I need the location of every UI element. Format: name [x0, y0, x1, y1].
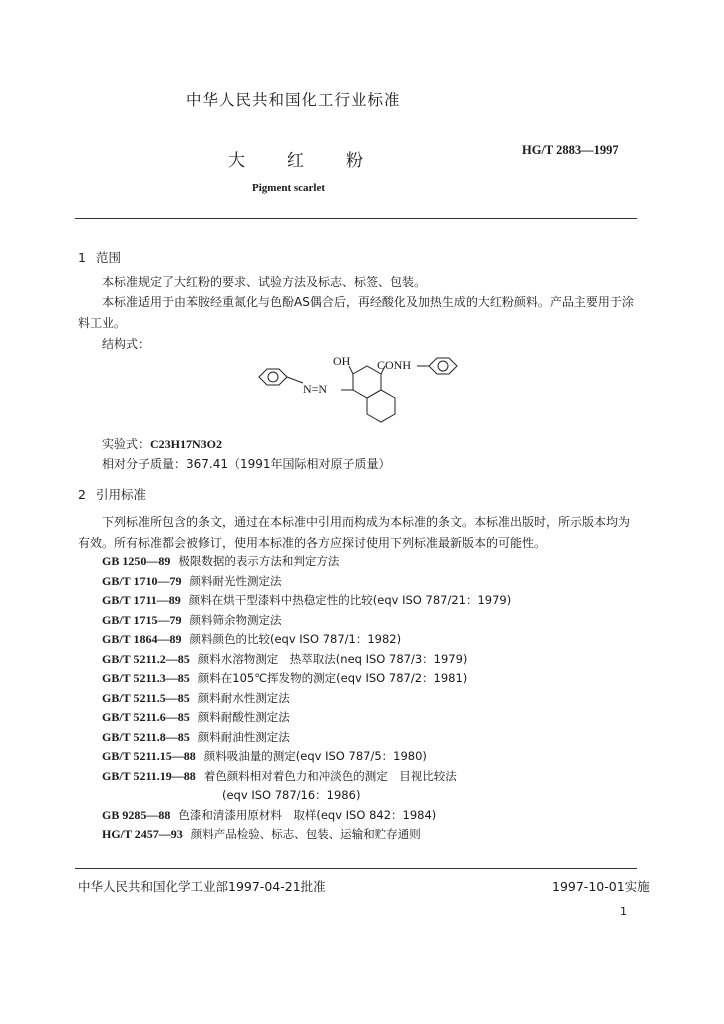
reference-item [102, 708, 511, 728]
reference-item [102, 767, 511, 787]
footer-rule [75, 868, 637, 869]
reference-title: 颜料筛余物测定法 [189, 612, 282, 627]
reference-title: 颜料产品检验、标志、包装、运输和贮存通则 [190, 827, 421, 841]
reference-item [102, 552, 511, 572]
phenyl-ring-right [429, 358, 457, 374]
title-char-2: 红 [287, 151, 304, 171]
effective-date: 1997-10-01实施 [552, 879, 650, 894]
empirical-formula [102, 434, 222, 455]
reference-code: HG/T 2457—93 [102, 827, 183, 841]
naphthalene-ring-bottom [367, 390, 395, 422]
reference-code: GB/T 5211.6—85 [102, 710, 190, 724]
section-1-heading [78, 248, 121, 266]
reference-code: GB/T 5211.3—85 [102, 671, 190, 685]
reference-item [102, 806, 511, 826]
reference-title: 颜料耐油性测定法 [197, 729, 290, 744]
reference-code: GB/T 5211.2—85 [102, 651, 190, 666]
reference-item-continued [102, 786, 511, 806]
reference-title: 颜料水溶物测定 热萃取法(neq ISO 787/3：1979) [197, 651, 468, 666]
reference-code: GB/T 1864—89 [102, 632, 182, 646]
amide-label: CONH [377, 358, 412, 372]
molecular-weight: 相对分子质量：367.41（1991年国际相对原子质量） [102, 457, 391, 471]
reference-code: GB/T 1715—79 [102, 612, 182, 627]
title-char-3: 粉 [346, 151, 363, 171]
english-title: Pigment scarlet [252, 182, 325, 194]
scope-paragraph-2: 本标准适用于由苯胺经重氮化与色酚AS偶合后，再经酸化及加热生成的大红粉颜料。产品主要用于涂料工业。 [78, 295, 634, 330]
reference-item [102, 572, 511, 592]
reference-code: GB/T 5211.19—88 [102, 768, 196, 783]
reference-code: GB 9285—88 [102, 807, 171, 822]
approval-line: 中华人民共和国化学工业部1997-04-21批准 [78, 879, 326, 894]
reference-title: 色漆和清漆用原材料 取样(eqv ISO 842：1984) [178, 807, 437, 822]
section-1-number: 1 [78, 250, 86, 265]
azo-label: N=N [303, 382, 328, 396]
reference-code: GB/T 5211.15—88 [102, 749, 196, 763]
references-intro: 下列标准所包含的条文，通过在本标准中引用而构成为本标准的条文。本标准出版时，所示版本均为有效。所有标准都会被修订，使用本标准的各方应探讨使用下列标准最新版本的可能性。 [78, 515, 631, 550]
formula-value: C23H17N3O2 [150, 437, 223, 451]
phenyl-ring-left [259, 369, 287, 385]
reference-title: (eqv ISO 787/16：1986) [222, 788, 361, 802]
reference-title: 颜料耐光性测定法 [189, 573, 282, 588]
reference-item [102, 630, 511, 650]
reference-title: 颜料在105℃挥发物的测定(eqv ISO 787/2：1981) [197, 671, 468, 685]
reference-code: GB/T 1711—89 [102, 593, 181, 607]
reference-item [102, 591, 511, 611]
page-number: 1 [620, 905, 627, 918]
reference-code: GB 1250—89 [102, 554, 171, 568]
reference-title: 颜料在烘干型漆料中热稳定性的比较(eqv ISO 787/21：1979) [188, 593, 512, 607]
reference-item [102, 747, 511, 767]
reference-item [102, 689, 511, 709]
header-rule [75, 218, 637, 219]
reference-item [102, 825, 511, 845]
scope-paragraph-1: 本标准规定了大红粉的要求、试验方法及标志、标签、包装。 [102, 275, 427, 289]
reference-item [102, 611, 511, 631]
issuing-body: 中华人民共和国化工行业标准 [186, 91, 401, 109]
reference-title: 颜料耐酸性测定法 [197, 710, 290, 724]
reference-title: 着色颜料相对着色力和冲淡色的测定 目视比较法 [203, 768, 457, 783]
formula-label: 实验式： [102, 437, 151, 451]
standard-number: HG/T 2883—1997 [522, 143, 619, 157]
reference-title: 颜料颜色的比较(eqv ISO 787/1：1982) [189, 632, 402, 646]
reference-title: 极限数据的表示方法和判定方法 [178, 554, 340, 568]
reference-code: GB/T 5211.8—85 [102, 729, 190, 744]
hydroxyl-label: OH [333, 354, 351, 368]
structural-formula [245, 352, 475, 432]
title-char-1: 大 [228, 151, 245, 171]
reference-title: 颜料耐水性测定法 [197, 690, 290, 705]
reference-title: 颜料吸油量的测定(eqv ISO 787/5：1980) [203, 749, 427, 763]
section-1-title: 范围 [96, 250, 122, 265]
reference-code: GB/T 1710—79 [102, 573, 182, 588]
document-title [228, 146, 405, 171]
section-2-heading [78, 485, 146, 503]
reference-item [102, 728, 511, 748]
section-2-title: 引用标准 [96, 487, 147, 502]
reference-list [102, 552, 511, 845]
reference-code: GB/T 5211.5—85 [102, 690, 190, 705]
section-2-number: 2 [78, 487, 86, 502]
structure-label: 结构式： [102, 337, 151, 351]
reference-item [102, 669, 511, 689]
reference-item [102, 650, 511, 670]
